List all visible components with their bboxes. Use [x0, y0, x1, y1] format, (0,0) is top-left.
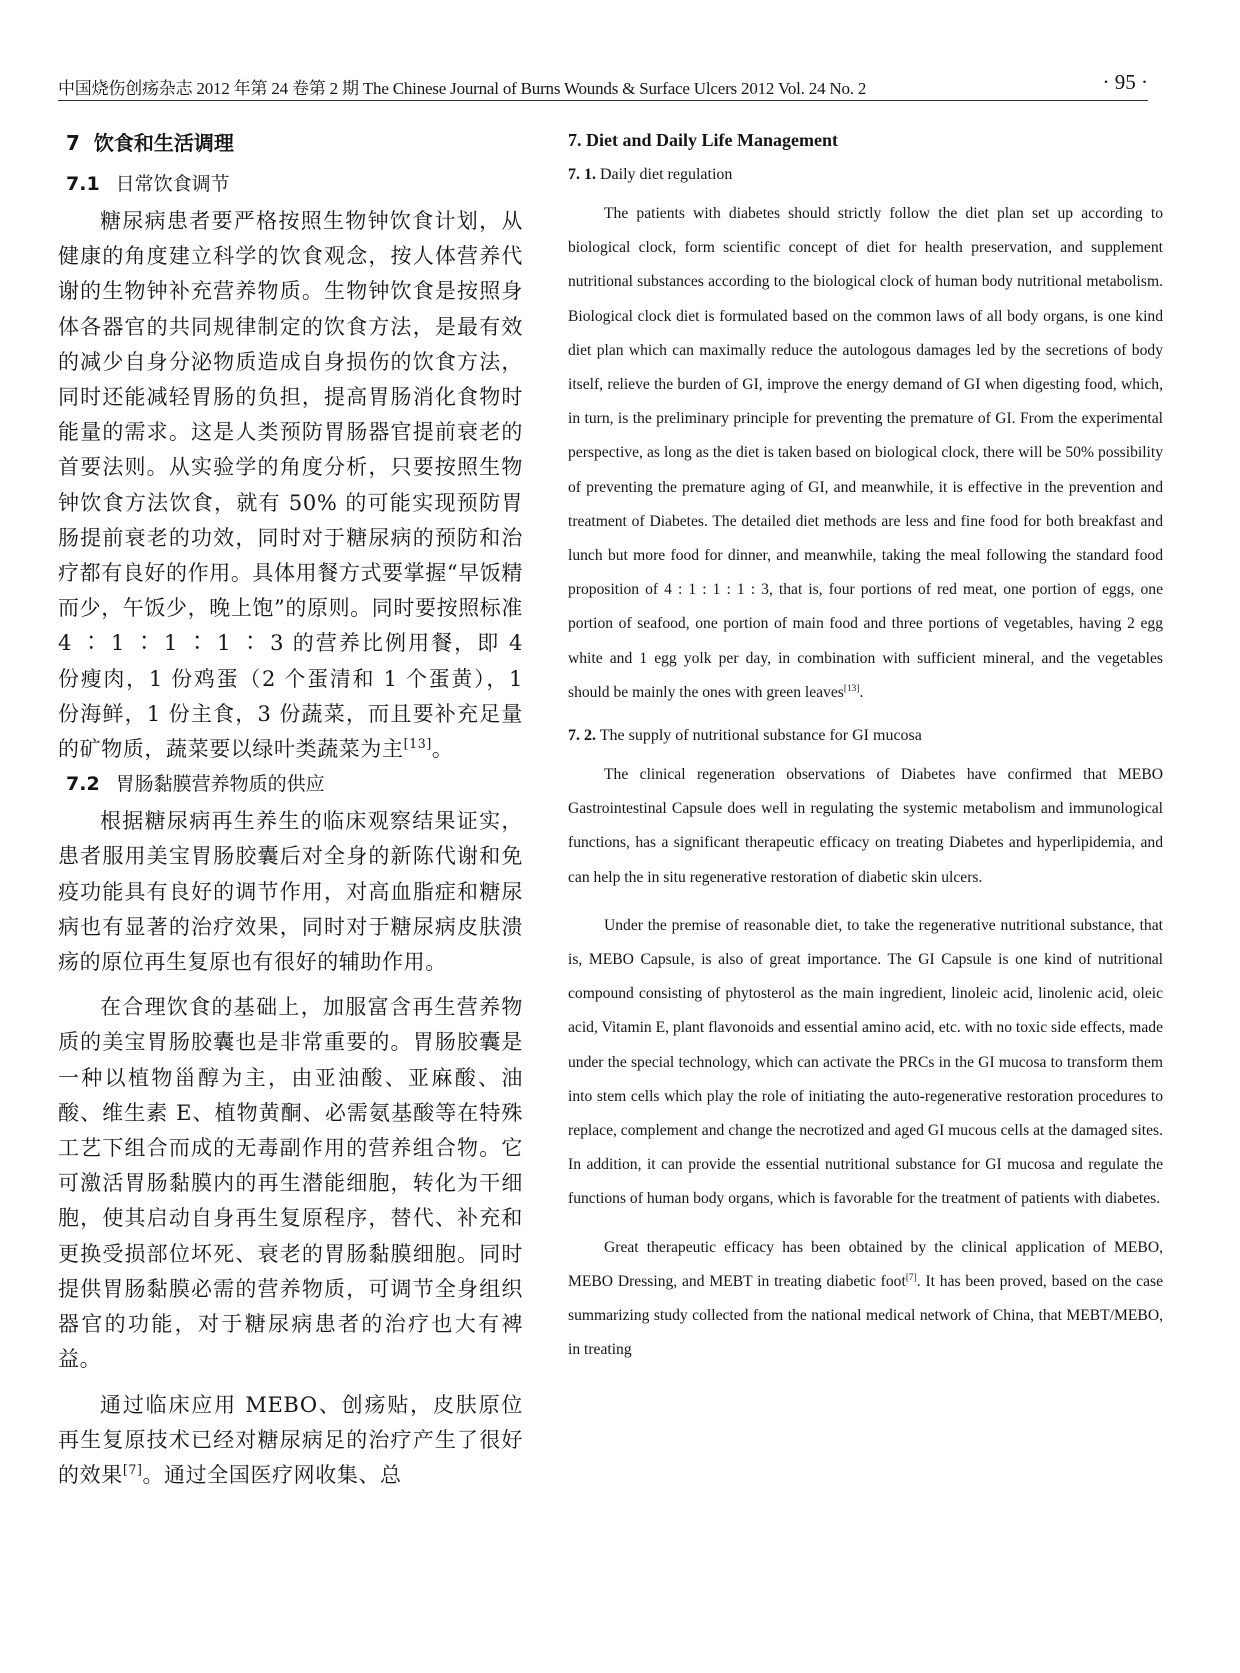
- citation-ref: [13]: [403, 736, 432, 752]
- section-title: 饮食和生活调理: [93, 131, 234, 155]
- paragraph-text: . It has been proved, based on the case summarizing study collected from the national medical network of China, that MEBT/MEBO, in treating: [568, 1272, 1163, 1359]
- section-title: Daily diet regulation: [600, 166, 733, 183]
- section-7-heading-cn: [66, 128, 523, 158]
- paragraph-text: 。: [431, 737, 454, 762]
- section-7-1-heading-cn: [66, 169, 523, 200]
- section-number: 7.2: [66, 773, 100, 796]
- paragraph-cn-1: [58, 204, 523, 767]
- section-number: 7: [66, 131, 80, 155]
- citation-ref: [13]: [843, 683, 860, 694]
- paragraph-text: 通过临床应用 MEBO、创疡贴，皮肤原位再生复原技术已经对糖尿病足的治疗产生了很好的效果: [58, 1392, 523, 1487]
- section-number: 7. 2.: [568, 727, 596, 745]
- paragraph-en-4: [568, 1231, 1163, 1368]
- paragraph-text: 。通过全国医疗网收集、总: [142, 1462, 402, 1487]
- paragraph-cn-4: [58, 1388, 523, 1494]
- paragraph-cn-3: 在合理饮食的基础上，加服富含再生营养物质的美宝胃肠胶囊也是非常重要的。胃肠胶囊是一种以植物甾醇为主，由亚油酸、亚麻酸、油酸、维生素 E、植物黄酮、必需氨基酸等在特殊工艺下组合而成的无毒副作用的营养组合物。它可激活胃肠黏膜内的再生潜能细胞，转化为干细胞，使其启动自身再生复原程序，替代、补充和更换受损部位坏死、衰老的胃肠黏膜细胞。同时提供胃肠黏膜必需的营养物质，可调节全身组织器官的功能，对于糖尿病患者的治疗也大有裨益。: [58, 995, 523, 1372]
- paragraph-text: Great therapeutic efficacy has been obtained by the clinical application of MEBO, MEBO Dressing, and MEBT in treating diabetic foot: [568, 1238, 1163, 1290]
- english-column: [568, 128, 1163, 1382]
- section-title: The supply of nutritional substance for GI mucosa: [599, 727, 922, 745]
- citation-ref: [7]: [122, 1461, 143, 1477]
- section-number: 7. 1.: [568, 166, 596, 183]
- paragraph-cn-2: 根据糖尿病再生养生的临床观察结果证实，患者服用美宝胃肠胶囊后对全身的新陈代谢和免疫功能具有良好的调节作用，对高血脂症和糖尿病也有显著的治疗效果，同时对于糖尿病皮肤溃疡的原位再生复原也有很好的辅助作用。: [58, 809, 523, 975]
- section-7-2-heading-cn: [66, 769, 523, 800]
- section-number: 7.1: [66, 173, 100, 195]
- paragraph-en-3: Under the premise of reasonable diet, to take the regenerative nutritional substance, that is, MEBO Capsule, is also of great importance. The GI Capsule is one kind of nutritional compound consisting of phytosterol as the main ingredient, linoleic acid, linolenic acid, oleic acid, Vitamin E, plant flavonoids and essential amino acid, etc. with no toxic side effects, made under the special technology, which can activate the PRCs in the GI mucosa to transform them into stem cells which play the role of initiating the auto-regenerative restoration procedures to replace, complement and change the necrotized and aged GI mucous cells at the damaged sites. In addition, it can provide the essential nutritional substance for GI mucosa and regulate the functions of human body organs, which is favorable for the treatment of patients with diabetes.: [568, 916, 1163, 1208]
- paragraph-en-2: The clinical regeneration observations of Diabetes have confirmed that MEBO Gastrointestinal Capsule does well in regulating the systemic metabolism and immunological functions, has a significant therapeutic efficacy on treating Diabetes and hyperlipidemia, and can help the in situ regenerative restoration of diabetic skin ulcers.: [568, 766, 1163, 886]
- section-7-2-heading-en: [568, 724, 1163, 748]
- chinese-column: [58, 128, 523, 1503]
- paragraph-text: 糖尿病患者要严格按照生物钟饮食计划，从健康的角度建立科学的饮食观念，按人体营养代谢的生物钟补充营养物质。生物钟饮食是按照身体各器官的共同规律制定的饮食方法，是最有效的减少自身分泌物质造成自身损伤的饮食方法，同时还能减轻胃肠的负担，提高胃肠消化食物时能量的需求。这是人类预防胃肠器官提前衰老的首要法则。从实验学的角度分析，只要按照生物钟饮食方法饮食，就有 50% 的可能实现预防胃肠提前衰老的功效，同时对于糖尿病的预防和治疗都有良好的作用。具体用餐方式要掌握“早饭精而少，午饭少，晚上饱”的原则。同时要按照标准 4 ∶ 1 ∶ 1 ∶ 1 ∶ 3 的营养比例用餐，即 4 份瘦肉，1 份鸡蛋（2 个蛋清和 1 个蛋黄），1 份海鲜，1 份主食，3 份蔬菜，而且要补充足量的矿物质，蔬菜要以绿叶类蔬菜为主: [58, 209, 523, 762]
- paragraph-en-1: [568, 197, 1163, 710]
- section-title: 胃肠黏膜营养物质的供应: [115, 773, 325, 796]
- citation-ref: [7]: [905, 1272, 917, 1283]
- paragraph-text: .: [859, 683, 864, 701]
- paragraph-text: The patients with diabetes should strictly follow the diet plan set up according to biological clock, form scientific concept of diet for health preservation, and supplement nutritional substances according to the biological clock of human body nutritional metabolism. Biological clock diet is formulated based on the common laws of all body organs, is one kind diet plan which can maximally reduce the autologous damages led by the secretions of body itself, relieve the burden of GI, improve the energy demand of GI when digesting food, which, in turn, is the preliminary principle for preventing the premature of GI. From the experimental perspective, as long as the diet is taken based on biological clock, there will be 50% possibility of preventing the premature aging of GI, and meanwhile, it is effective in the prevention and treatment of Diabetes. The detailed diet methods are less and fine food for both breakfast and lunch but more food for dinner, and meanwhile, taking the meal following the standard food proposition of 4 : 1 : 1 : 1 : 3, that is, four portions of red meat, one portion of eggs, one portion of seafood, one portion of main food and three portions of vegetables, having 2 egg white and 1 egg yolk per day, in combination with sufficient mineral, and the vegetables should be mainly the ones with green leaves: [568, 205, 1163, 701]
- section-7-1-heading-en: [568, 163, 1163, 187]
- section-7-heading-en: 7. Diet and Daily Life Management: [568, 130, 838, 150]
- section-title: 日常饮食调节: [115, 173, 230, 195]
- running-title: 中国烧伤创疡杂志 2012 年第 24 卷第 2 期 The Chinese Journal of Burns Wounds & Surface Ulcers 2012 Vol. 24 No. 2: [58, 79, 867, 98]
- page-number: · 95 ·: [1102, 70, 1148, 94]
- running-header: [58, 72, 1148, 101]
